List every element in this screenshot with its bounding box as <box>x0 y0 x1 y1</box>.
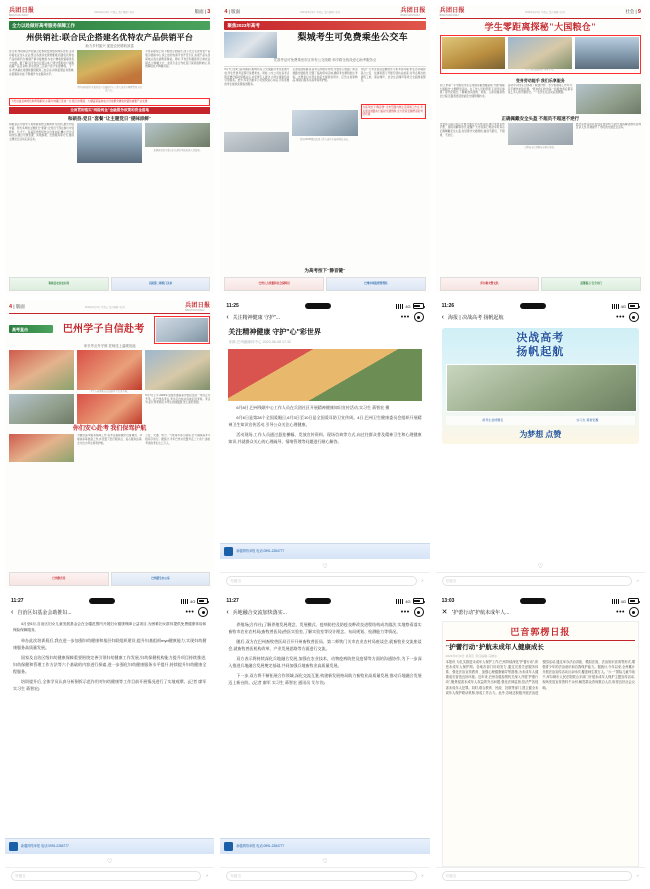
article-paragraph-4: 下一步,双方将不断拓展合作领域,深化交流互鉴,构建新发展格局助力畜牧业高质量发展,推动兵地融合发展迈上新台阶。(记者 廖军 实习生 蒋智宏 通讯员 艾尔肯) <box>228 673 422 685</box>
column-9 <box>145 434 210 570</box>
footer-advertisements <box>9 277 210 291</box>
masthead-logo: 兵团日报 <box>439 8 465 14</box>
signal-icon <box>396 304 403 309</box>
ad-slot-1[interactable]: 和硕县农业农村局 <box>9 277 109 291</box>
article-columns-bottom <box>440 123 641 275</box>
notch <box>305 303 331 309</box>
secondary-headline-1: 变身劳动能手 我们乐享服务 <box>515 77 565 83</box>
secondary-headline: 和硕县:党日"套餐"让主题党日"提味添鲜" <box>67 116 152 122</box>
newspaper-viewer[interactable] <box>442 621 639 867</box>
column-6 <box>145 394 210 424</box>
status-icons <box>396 598 423 604</box>
signal-icon <box>181 599 188 604</box>
heart-icon[interactable]: ♡ <box>322 564 328 570</box>
photo-group-6 <box>9 434 74 462</box>
column-5 <box>77 123 142 275</box>
divider <box>224 66 425 67</box>
phone-screen <box>220 595 429 884</box>
target-icon[interactable] <box>414 312 424 322</box>
photo-students <box>508 37 572 69</box>
masthead <box>440 8 641 19</box>
column-4 <box>9 394 74 424</box>
masthead-logo-block <box>9 8 34 17</box>
body-text-4: 此次宣传活动共发放宣传资料千余份,现场解答群众咨询百余人次,有效提升了市民的交通安全意识。 <box>575 122 641 130</box>
status-time: 11:27 <box>226 598 239 604</box>
article-columns-bottom <box>9 123 210 275</box>
photo-group-3 <box>145 350 210 390</box>
photo-caption: 考生在老师和家长的陪伴下走进考场。 <box>90 390 130 393</box>
sub-headline: 家长考点外守候 老师送上温暖祝福 <box>83 344 136 349</box>
back-icon[interactable]: ‹ <box>226 313 229 321</box>
highlight-box-red <box>440 35 641 74</box>
phone-screen <box>436 300 645 589</box>
status-time: 13:03 <box>441 598 455 604</box>
heart-icon[interactable]: ♡ <box>537 564 544 570</box>
article-paragraph-2: 随后,双方在巴州畜牧兽医局召开开州畜牧兽医局、第二师铁门关市农业农村局座谈会,就畜牧业交流座谈会,就畜牧兽医机构改革、产业发展思路等方面进行交流。 <box>228 639 422 651</box>
comment-input[interactable]: 写留言 <box>226 871 416 881</box>
like-row <box>436 559 645 572</box>
highlight-box-red <box>9 98 210 106</box>
column-headline <box>280 32 426 44</box>
column-3 <box>576 84 641 114</box>
grid-cell-phone-article-3[interactable] <box>220 595 429 884</box>
ad-logo-icon <box>9 842 18 851</box>
battery-icon <box>628 303 639 309</box>
status-icons <box>396 303 423 309</box>
column-3 <box>145 350 210 390</box>
body-text-2: 平台采取线上线下相结合的模式,线下设立名优特农产品展示展销中心,线上依托电商平台开设专区,实现产品从田间地头直达消费者餐桌。同时,平台还积极探索订单农业模式,与种植大户、农民专业合作社签订保底收购协议,有效降低农户种植风险。 <box>145 50 211 69</box>
photo-generic <box>224 132 289 152</box>
photo-grid-mid <box>9 394 210 424</box>
photo-group-4 <box>9 394 74 424</box>
target-icon[interactable] <box>629 312 639 322</box>
article-paragraph-3: 培训提升后,全体学员认真分析倒拆示范作用对妇幼健康等工作目前开展情况进行了实地观摩。(记者 廖军 实习生 蒋智宏) <box>13 678 207 691</box>
body-text-2: 为做好高考服务保障工作,各考点提前做好设备调试、环境消杀等准备工作,并设置了医疗服务点、爱心服务站等,全方位为考生保驾护航。 <box>77 434 143 445</box>
share-icon[interactable]: ↗ <box>420 874 424 878</box>
article-paragraph-1: 6月8日,巴州残联中心工作人员在兵团社区开展精神健康知识宣传活动,实习生 蒋智宏 摄 <box>236 405 390 411</box>
divider <box>446 640 635 641</box>
body-text-3: 公安、交通、电力、气象等多部门联动,全力保障高考平稳有序进行。据统计,今年巴州共设置考点二十余个,参加考试的考生达上万人。 <box>145 434 211 445</box>
target-icon[interactable] <box>414 607 424 617</box>
ad-slot-1[interactable]: 巴州人力资源和社会保障局 <box>224 277 324 291</box>
grid-cell-phone-article-2[interactable] <box>5 595 214 884</box>
grid-cell-newspaper-2[interactable] <box>220 5 429 294</box>
battery-icon <box>413 598 424 604</box>
account-name[interactable]: 自治区妇基金会助推妇... <box>17 609 72 616</box>
sub-headline: 凭准考证可免费乘坐市区所有公交线路 和平路全线设爱心助考服务点 <box>273 57 377 62</box>
article-paragraph-1: 单办此次培训班后,我在进一步加强妇幼健康和基层妇联组织建设,提升妇基组织myd健康能力,实现妇幼健康服务高质量发展。 <box>13 637 207 650</box>
body-text-3: 交警部门联合社区开展交通安全宣传活动,通过发放宣传手册、现场讲解等形式,提醒广大市民骑行电动车时务必正确佩戴安全头盔,自觉遵守交通规则,做到不超员、不超速、不逆行。 <box>439 122 505 137</box>
masthead-logo-block <box>400 8 425 17</box>
article-body-text: 本报讯 为扎实推进未成年人保护工作,巴州持续深化"护蕾行动",织密未成年人保护网。各地各部门协同发力,通过完善关爱服务体系、强化法治宣传教育、加强心理健康辅导等措施,为未成年人健康成长营造良好环境。近年来,巴州各级检察机关深入开展"护蕾行动",聚焦侵害未成年人权益的突出问题,强化法律监督,依法严惩侵害未成年人犯罪。同时,联合教育、民政、妇联等部门,建立健全未成年人保护联动机制,形成工作合力。此外,各地还积极开展法治进校园活动,通过举办法治讲座、模拟法庭、法治知识竞赛等形式,增强青少年的法治意识和自我保护能力。据统计,今年以来,全州累计开展法治宣传活动百余场次,覆盖师生数万人。"六一"国际儿童节前夕,库尔勒市人民法院联合多部门开展未成年人保护主题宣传活动,现场发放宣传资料千余份,解答群众咨询数百人次,取得良好社会反响。 <box>445 659 635 695</box>
masthead-logo-sub: BINGTUAN DAILY <box>185 308 205 312</box>
share-icon[interactable]: ↗ <box>420 579 424 583</box>
body-text-3: 为给广大考生营造安静的学习和考试环境,市生态环境局联合公安、住建等部门开展专项执法检查,对考点周边的建筑工地、商业噪声、社会生活噪声等进行全面排查整治。 <box>360 68 426 83</box>
page-label: 版面 <box>231 9 241 15</box>
body-text-3: 和硕县以开展学习贯彻新思想主题教育为契机,推出内容丰富、形式多样的主题党日"套餐",让党员干部在参与中受教育、长才干。各基层党组织结合自身实际,精心设计活动内容,通过专题党课、实地参观、志愿服务等方式,推动主题党日活动走深走实。 <box>9 123 75 142</box>
paper-logo: 巴音郭楞日报 <box>510 627 571 637</box>
headline-row <box>9 316 210 344</box>
ad-text: 新疆网络举报 电话:0991-2284777 <box>236 844 285 849</box>
photo-caption: 巴州12345便民热线工作人员正在接听群众来电。 <box>299 138 350 141</box>
secondary-headline-2: 正确佩戴安全头盔 不超员不超速不逆行 <box>501 115 580 121</box>
comment-input[interactable]: 写留言 <box>226 576 416 586</box>
column-1 <box>9 350 74 390</box>
status-bar <box>220 595 429 605</box>
like-row <box>220 854 429 867</box>
target-icon[interactable] <box>629 607 639 617</box>
comment-bar <box>436 867 645 884</box>
page-number: 4 | 版面 <box>9 304 25 311</box>
body-text: 近日,市第一小学组织学生走进国家粮食储备库,开展"探秘大国粮仓"主题研学活动。在工作人员的带领下,同学们参观了现代化粮仓,了解粮食从收购、检验、入库到储存的全过程,近距离感受智能化仓储管理技术。 <box>439 83 505 99</box>
page-number-value: 3 <box>207 9 211 16</box>
article-paragraph-2: 6月6日是第28个全国爱眼日,6月3日至10日是全国爱耳防卫宣传周。4日,巴州卫生健康委员会组织开展精神卫生知识宣传活动,引导公众关注心理健康。 <box>228 415 422 428</box>
more-icon[interactable]: ••• <box>616 313 625 321</box>
photo-group-5 <box>77 394 142 424</box>
article-image <box>228 349 421 401</box>
body-text-2: 活动中,同学们还体验了粮食扦样、水分检测等工作环节,亲手操作检验仪器。"原来我们吃的每一粒粮食背后都有这么多人的辛勤付出。"一名学生在活动后感慨道。 <box>507 83 573 95</box>
more-icon[interactable]: ••• <box>185 608 195 616</box>
back-icon[interactable]: ‹ <box>441 313 444 321</box>
column-4 <box>440 123 505 275</box>
close-icon[interactable]: ✕ <box>441 608 448 616</box>
column-1 <box>440 84 505 114</box>
signal-icon <box>612 599 619 604</box>
grid-cell-newspaper-1[interactable] <box>5 5 214 294</box>
nav-bar <box>220 605 429 621</box>
notch <box>305 598 331 604</box>
more-icon[interactable]: ••• <box>400 313 410 321</box>
more-icon[interactable]: ••• <box>400 608 410 616</box>
signal-icon <box>396 599 403 604</box>
poster-strip-left: 祝考生金榜题名 <box>482 418 504 422</box>
notch <box>89 598 115 604</box>
poster-card[interactable] <box>442 328 639 444</box>
comment-input[interactable]: 写留言 <box>11 871 201 881</box>
photo-building <box>77 123 142 163</box>
footer-ad-banner[interactable] <box>220 838 429 854</box>
column-1 <box>9 50 74 96</box>
column-1 <box>224 68 289 266</box>
ad-slot-1[interactable]: 库尔勒交警支队 <box>440 277 540 291</box>
red-banner: 全面贯彻落实"两险两金"金融服务政策和资金落地 <box>9 107 210 114</box>
main-headline: 梨城考生可免费乘坐公交车 <box>297 31 408 42</box>
body-text: 6月7日上午,2023年全国普通高等学校招生统一考试正式开考。在巴州各考点,考生们自信从容地走进考场。考点外,家长和老师们为考生加油鼓劲,送上美好祝愿。 <box>145 393 211 405</box>
photo-traffic <box>508 123 573 145</box>
heart-icon[interactable]: ♡ <box>106 859 113 865</box>
body-text-2: 记者在现场看到,各考点外秩序井然,交警部门加强了周边道路交通疏导,设置了临时停车区域,确保考生顺利抵达考场。志愿者们为考生和家长提供饮用水、应急文具等物品,用贴心服务为高考保驾护航。 <box>292 68 358 83</box>
notch <box>520 598 546 604</box>
status-time: 11:27 <box>11 598 24 604</box>
masthead-logo: 兵团日报 <box>400 8 426 14</box>
page-number-value: 4 <box>224 9 228 16</box>
grid-cell-newspaper-4[interactable] <box>5 300 214 589</box>
account-name[interactable]: "护蕾行动"护航未成年人... <box>451 609 510 616</box>
column-7 <box>9 434 74 570</box>
status-bar <box>436 300 645 310</box>
article-columns-bottom <box>9 434 210 570</box>
poster-title-line-1: 决战高考 <box>516 332 565 344</box>
red-banner: 你们安心赴考 我们保驾护航 <box>72 425 147 432</box>
article-columns-top <box>9 50 210 96</box>
heart-icon[interactable]: ♡ <box>322 859 328 865</box>
photo-exam-entrance <box>156 318 208 342</box>
article-meta: 2023年6月9日 星期五 责任编辑 马晓东 <box>445 653 498 658</box>
network-label: 4G <box>405 303 411 309</box>
column-photo <box>224 32 276 58</box>
masthead-logo-sub: BINGTUAN DAILY <box>9 13 29 17</box>
column-photo-3 <box>575 37 639 69</box>
masthead-date: 2023年6月9日 星期五 责任编辑 / 校对 <box>94 11 135 15</box>
photo-caption-2: 交警向市民讲解安全骑行知识。 <box>524 147 557 150</box>
page-label: 版面 <box>15 304 25 310</box>
section-banner: 全力以赴做好高考服务保障工作 <box>9 21 210 30</box>
photo-street <box>145 123 210 147</box>
battery-icon <box>413 303 424 309</box>
back-icon[interactable]: ‹ <box>11 608 14 616</box>
status-icons <box>612 303 639 309</box>
battery-icon <box>197 598 208 604</box>
page-number: 社会 | 9 <box>625 9 641 16</box>
masthead-date: 2023年6月9日 星期五 责任编辑 / 校对 <box>525 11 566 15</box>
highlight-box-red <box>361 104 426 119</box>
photo-warehouse <box>575 37 639 69</box>
column-3 <box>145 50 210 96</box>
like-row <box>220 559 429 572</box>
masthead-date: 2023年6月9日 星期五 责任编辑 / 校对 <box>84 306 125 310</box>
target-icon[interactable] <box>198 607 208 617</box>
column-3 <box>361 68 426 266</box>
masthead-date: 2023年6月9日 星期五 责任编辑 / 校对 <box>300 11 341 15</box>
article-paragraph-1: 养殖场(合作社)了解养殖发展理念、发展模式、疫病防控及防疫良种改良进程结构成功做法,实地察看落实畜牧市农业农村局(畜牧兽医局)兽医实验室,了解实验室等设计理念、布局规划、检测能力等情况。 <box>228 622 422 634</box>
phone-screen <box>220 300 429 589</box>
photo-bus <box>224 32 276 58</box>
ad-slot-2[interactable]: 温馨提示 安全出行 <box>541 277 641 291</box>
article-title: 关注精神健康 守护"心"彩世界 <box>228 329 321 336</box>
network-label: 4G <box>405 598 411 604</box>
masthead <box>9 303 210 314</box>
back-icon[interactable]: ‹ <box>226 608 229 616</box>
secondary-headline: 为高考按下"静音键" <box>304 268 346 274</box>
photo-caption-2: 和硕县党员干部在红色教育基地重温入党誓词。 <box>153 149 202 152</box>
footer-ad-banner[interactable] <box>5 838 214 854</box>
highlight-text: 下好这盘县域特色种养殖棋局,小镇与城镇已连成一片,数万亩果园、大棚蔬菜基地成为当地群众增收致富的重要产业支撑 <box>11 100 148 104</box>
column-6 <box>145 123 210 275</box>
ad-slot-2[interactable]: 巴州市场监督管理局 <box>326 277 426 291</box>
page-number-value: 9 <box>637 9 641 16</box>
body-text: 连日来,州供销合作社联合社积极发挥组织体系优势,主动对接农业龙头企业,整合各类涉农资源要素,搭建名优特农产品供销平台,畅通产销对接渠道,为农户增收致富提供有力支撑。据了解,该平台自运营以来,已累计帮助农户销售农副产品百余吨,带动周边三百余户农户实现增收。下一步,州供销社将继续围绕服务三农宗旨,持续拓展业务领域,完善服务功能,不断提升为农服务水平。 <box>9 50 75 76</box>
photo-group-2 <box>77 350 142 390</box>
ad-logo-icon <box>224 547 233 556</box>
article-columns <box>224 68 425 266</box>
article-body <box>5 621 214 838</box>
footer-advertisements <box>9 572 210 586</box>
ad-text: 新疆网络举报 电话:0991-2284777 <box>236 549 285 554</box>
photo-group-1 <box>9 350 74 390</box>
article-paragraph-3: 活动现场,工作人员通过悬挂横幅、发放宣传资料、现场咨询等方式,向过往群众普及精神卫生和心理健康知识,并就群众关心的心理疏导、情绪管理等问题进行耐心解答。 <box>228 432 422 445</box>
column-2 <box>508 84 573 114</box>
newspaper-page <box>5 300 214 589</box>
article-headline: "护蕾行动"护航未成年人健康成长 <box>445 643 544 651</box>
footer-ad-banner[interactable] <box>220 543 429 559</box>
comment-input[interactable]: 写留言 <box>442 871 632 881</box>
comment-bar <box>220 572 429 589</box>
footer-advertisements <box>440 277 641 291</box>
photo-grid-top <box>9 350 210 390</box>
comment-bar <box>436 572 645 589</box>
nav-bar <box>436 605 645 621</box>
signal-icon <box>612 304 619 309</box>
share-icon[interactable]: ↗ <box>635 874 639 878</box>
newspaper-page <box>436 5 645 294</box>
status-time: 11:26 <box>441 303 455 309</box>
article-paragraph-3: 双方表示将持续深化兵地融合发展,加强在农业技术、动物疫病防控及疫情等方面的沟通协作,为下一步深入推进兵地融合发展奠定基础,共同加强兵地畜牧业高质量发展。 <box>228 656 422 668</box>
nav-bar <box>436 310 645 326</box>
article-paragraph-0: 4月至6月,自治区妇女儿童发展基金会在全疆范围内开展妇女健康保障公益项目,为困难妇女群体提供免费健康体检和保险保障服务。 <box>13 622 207 633</box>
grid-cell-newspaper-3[interactable] <box>436 5 645 294</box>
status-bar <box>436 595 645 605</box>
article-paragraph-2: 国家及自治区级妇幼健康保障重要围绕完善引领妇幼健康工作发展,妇幼保健机构能力提升项目持续推进,妇幼保健和管理工作方法等六个基础的内容进行探索,进一步强化妇幼健康服务水平提升,持续提升妇幼健康全程服务。 <box>13 654 207 674</box>
comment-input[interactable]: 写留言 <box>442 576 632 586</box>
masthead <box>9 8 210 19</box>
ad-slot-2[interactable]: 兵团第二师铁门关市 <box>111 277 211 291</box>
main-headline: 学生零距离探秘"大国粮仓" <box>484 22 597 33</box>
column-6 <box>576 123 641 275</box>
status-time: 11:25 <box>226 303 239 309</box>
poster-footer-text: 为梦想 点赞 <box>519 429 562 439</box>
network-label: 4G <box>620 598 626 604</box>
main-headline: 州供销社:联合民企搭建名优特农产品供销平台 <box>26 32 194 42</box>
column-2 <box>292 68 357 266</box>
phone-screen <box>5 595 214 884</box>
column-2 <box>77 350 142 390</box>
photo-caption: 学生在粮食储备库参观学习。 <box>525 69 556 72</box>
nav-bar <box>5 605 214 621</box>
account-name[interactable]: 兵地融合交流加快落实... <box>232 609 287 616</box>
masthead-logo-block <box>440 8 465 17</box>
poster-strip-right: 实习生 蒋智宏摄 <box>576 418 599 422</box>
account-name[interactable]: 海报 | 决战高考 扬帆起航 <box>448 314 504 321</box>
highlight-text: 为高考按下"静音键",全市范围内禁止夜间施工作业,考点周边道路实行临时交通管制,全力营造安静舒适的考试环境 <box>362 106 423 117</box>
column-8 <box>77 434 142 570</box>
status-bar <box>220 300 429 310</box>
masthead <box>224 8 425 19</box>
page-label: 版面 <box>194 9 204 15</box>
network-label: 4G <box>620 303 626 309</box>
comment-bar <box>220 867 429 884</box>
photo-grain-silo <box>442 37 506 69</box>
grid-cell-phone-poster[interactable] <box>436 300 645 589</box>
masthead-logo: 兵团日报 <box>185 303 211 309</box>
more-icon[interactable]: ••• <box>616 608 625 616</box>
masthead-logo: 兵团日报 <box>9 8 35 14</box>
ad-slot-2[interactable]: 巴州招生办公室 <box>111 572 211 586</box>
column-photo-2 <box>508 37 572 69</box>
grid-cell-phone-newspaper[interactable] <box>436 595 645 884</box>
newspaper-page <box>5 5 214 294</box>
masthead-logo-sub: BINGTUAN DAILY <box>439 13 460 17</box>
photo-caption: 图为州供销社名优特农产品展销中心工作人员正在整理货架上的农产品。 <box>77 86 142 92</box>
section-banner: 聚焦2023年高考 <box>224 21 425 30</box>
newspaper-page <box>220 5 429 294</box>
share-icon[interactable]: ↗ <box>205 874 209 878</box>
share-icon[interactable]: ↗ <box>635 579 639 583</box>
photo-call-center <box>292 110 357 136</box>
photo-vegetables <box>77 50 142 84</box>
main-headline: 巴州学子自信赴考 <box>62 324 145 336</box>
section-banner: 高考直击 <box>9 325 53 333</box>
status-icons <box>181 598 208 604</box>
ad-slot-1[interactable]: 巴州教育局 <box>9 572 109 586</box>
grid-cell-phone-article-1[interactable] <box>220 300 429 589</box>
phone-screen <box>436 595 645 884</box>
poster-title-line-2: 扬帆起航 <box>516 345 565 358</box>
notch <box>520 303 546 309</box>
like-row <box>5 854 214 867</box>
network-label: 4G <box>189 598 196 604</box>
footer-advertisements <box>224 277 425 291</box>
photo-activity <box>576 84 641 114</box>
nav-bar <box>220 310 429 326</box>
status-icons <box>612 598 639 604</box>
column-2 <box>77 50 142 96</box>
sub-headline: 助力乡村振兴 促进农民增收致富 <box>85 44 134 49</box>
poster-image <box>446 364 637 412</box>
status-bar <box>5 595 214 605</box>
comment-bar <box>5 867 214 884</box>
page-number: 4 | 版面 <box>224 9 241 16</box>
ad-logo-icon <box>224 842 233 851</box>
article-body <box>220 326 429 543</box>
body-text: 6月7日至9日高考期间,梨城所有公交线路对考生免费开放,考生凭准考证即可免费乘坐。同时,公交公司在各考点附近增设临时停靠站点,并安排专人值守,为考生提供咨询引导服务。此外,多家出租车公司组织爱心车队,为有需要的考生提供免费接送服务。 <box>224 68 290 87</box>
column-4 <box>9 123 74 275</box>
poster-strip <box>446 416 635 425</box>
photo-row <box>442 37 639 69</box>
top-row <box>224 32 425 58</box>
column-5 <box>77 394 142 424</box>
highlight-box-red <box>154 316 210 344</box>
battery-icon <box>628 598 639 604</box>
column-5 <box>508 123 573 275</box>
masthead-logo-sub: BINGTUAN DAILY <box>400 13 421 17</box>
column-photo-1 <box>442 37 506 69</box>
page-number: 版面 | 3 <box>194 9 211 16</box>
article-body <box>220 621 429 838</box>
headline-col <box>56 324 151 336</box>
masthead-logo-block <box>185 303 210 312</box>
article-columns-mid <box>440 84 641 114</box>
page-number-value: 4 <box>9 304 13 311</box>
ad-text: 新疆网络举报 电话:0991-2284777 <box>21 844 69 849</box>
account-name[interactable]: 关注精神健康 守护"... <box>232 314 281 321</box>
section-col <box>9 325 53 335</box>
page-label: 社会 <box>625 9 635 15</box>
article-meta: 来源:巴州融媒体中心 2023-06-08 17:32 <box>228 340 292 345</box>
